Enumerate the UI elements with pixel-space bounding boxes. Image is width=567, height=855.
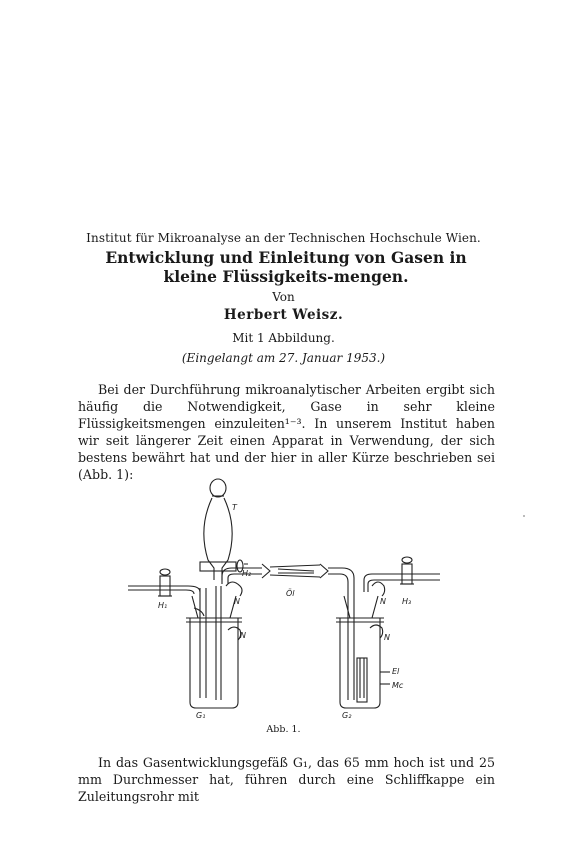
hook-right-lower [370, 625, 383, 638]
author-name: Herbert Weisz. [223, 307, 344, 323]
label-g1: G₁ [196, 711, 206, 720]
label-h2: H₂ [242, 569, 252, 578]
funnel-stopper [210, 479, 226, 497]
paragraph-continued: In das Gasentwicklungsgefäß G₁, das 65 mm hoch ist und 25 mm Durchmesser hat, führen durch eine Schliffkappe ein Zuleitungsrohr mit [78, 755, 495, 804]
label-n-right-lower: N [384, 633, 390, 642]
hook-left-upper [226, 582, 242, 596]
hook-right-upper [372, 582, 385, 596]
vessel-g1 [190, 618, 238, 708]
inlet-tube-right [348, 592, 354, 700]
article-title: Entwicklung und Einleitung von Gasen in kleine Flüssigkeits-mengen. [105, 248, 467, 286]
dropping-funnel [204, 498, 232, 580]
stopcock-h2 [200, 562, 236, 571]
scan-speck [523, 515, 525, 517]
apparatus-drawing [128, 468, 440, 720]
byline-von: Von [272, 290, 295, 304]
side-tube-left [128, 586, 200, 594]
paragraph-intro: Bei der Durchführung mikroanalytischer Arbeiten ergibt sich häufig die Notwendigkeit, Gase in sehr kleine Flüssigkeitsmengen einzuleiten¹⁻³. In unserem Institut haben wir seit längerer Zeit einen Apparat in Verwendung, der sich bestens bewährt hat und der hier in aller Kürze beschrieben sei (Abb. 1): [78, 382, 495, 482]
label-n-left-lower: N [240, 631, 246, 640]
label-h3: H₃ [402, 597, 412, 606]
center-tube-left [216, 586, 221, 700]
label-oil: Öl [286, 589, 295, 598]
label-el: El [392, 667, 400, 676]
received-date: (Eingelangt am 27. Januar 1953.) [181, 351, 386, 365]
figure-count: Mit 1 Abbildung. [232, 331, 335, 345]
label-h1: H₁ [158, 601, 168, 610]
label-n-right-upper: N [380, 597, 386, 606]
hook-left-lower [228, 627, 241, 640]
label-g2: G₂ [342, 711, 352, 720]
label-n-left-upper: N [234, 597, 240, 606]
micro-cell [357, 658, 367, 702]
apparatus-figure [128, 468, 440, 720]
inlet-tube-left [200, 588, 206, 698]
label-mc: Mc [392, 681, 404, 690]
label-t: T [232, 503, 237, 512]
institute-line: Institut für Mikroanalyse an der Technischen Hochschule Wien. [86, 231, 481, 245]
figure-caption: Abb. 1. [266, 724, 301, 735]
